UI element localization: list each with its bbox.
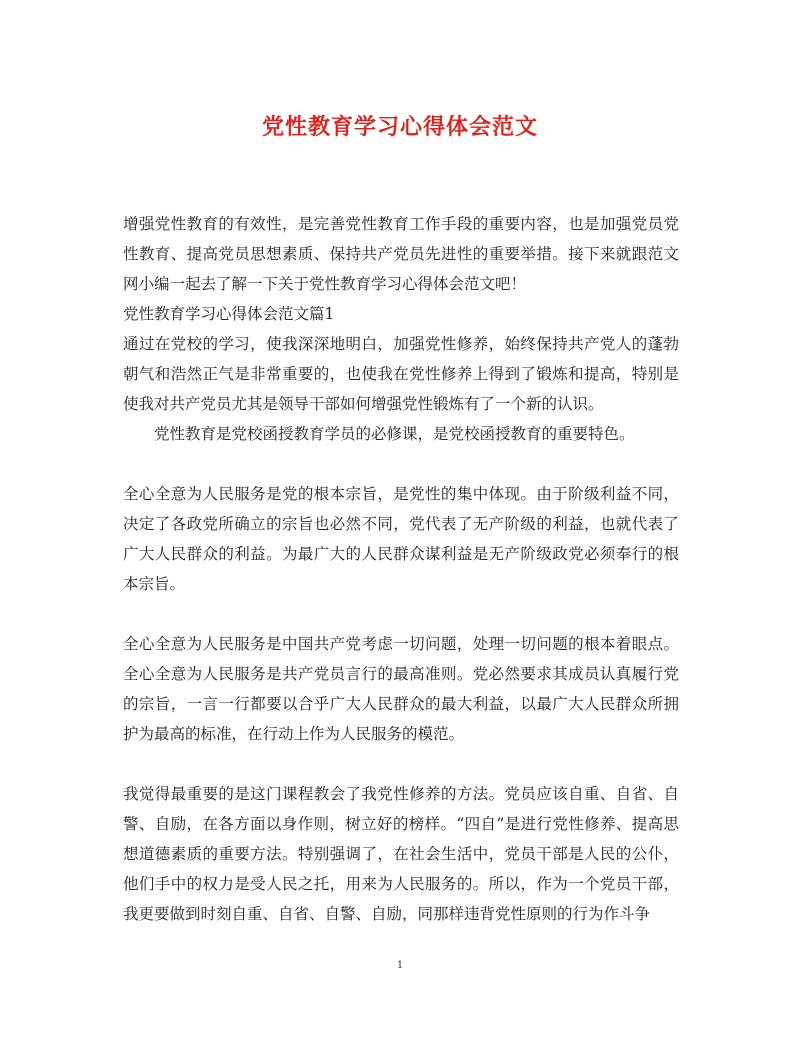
document-body [123,209,679,929]
paragraph-gap [123,449,679,479]
paragraph-1: 通过在党校的学习，使我深深地明白，加强党性修养，始终保持共产党人的蓬勃朝气和浩然正气是非常重要的，也使我在党性修养上得到了锻炼和提高，特别是使我对共产党员尤其是领导干部如何增强党性锻炼有了一个新的认识。 [123,335,679,413]
paragraph-gap [123,599,679,629]
paragraph-3: 全心全意为人民服务是党的根本宗旨，是党性的集中体现。由于阶级利益不同，决定了各政党所确立的宗旨也必然不同，党代表了无产阶级的利益，也就代表了广大人民群众的利益。为最广大的人民群众谋利益是无产阶级政党必须奉行的根本宗旨。 [123,485,679,593]
paragraph-4: 全心全意为人民服务是中国共产党考虑一切问题，处理一切问题的根本着眼点。全心全意为人民服务是共产党员言行的最高准则。党必然要求其成员认真履行党的宗旨，一言一行都要以合乎广大人民群众的最大利益，以最广大人民群众所拥护为最高的标准，在行动上作为人民服务的模范。 [123,635,679,743]
page-number: 1 [396,960,404,971]
paragraph-gap [123,749,679,779]
section-heading: 党性教育学习心得体会范文篇1 [123,305,335,323]
paragraph-5: 我觉得最重要的是这门课程教会了我党性修养的方法。党员应该自重、自省、自警、自励，在各方面以身作则，树立好的榜样。“四自”是进行党性修养、提高思想道德素质的重要方法。特别强调了，在社会生活中，党员干部是人民的公仆，他们手中的权力是受人民之托，用来为人民服务的。所以，作为一个党员干部，我更要做到时刻自重、自省、自警、自励，同那样违背党性原则的行为作斗争 [123,785,679,923]
document-title: 党性教育学习心得体会范文 [261,114,538,140]
paragraph-2: 党性教育是党校函授教育学员的必修课，是党校函授教育的重要特色。 [154,425,635,443]
paragraph-intro: 增强党性教育的有效性，是完善党性教育工作手段的重要内容，也是加强党员党性教育、提高党员思想素质、保持共产党员先进性的重要举措。接下来就跟范文网小编一起去了解一下关于党性教育学习心得体会范文吧！ [123,215,679,293]
